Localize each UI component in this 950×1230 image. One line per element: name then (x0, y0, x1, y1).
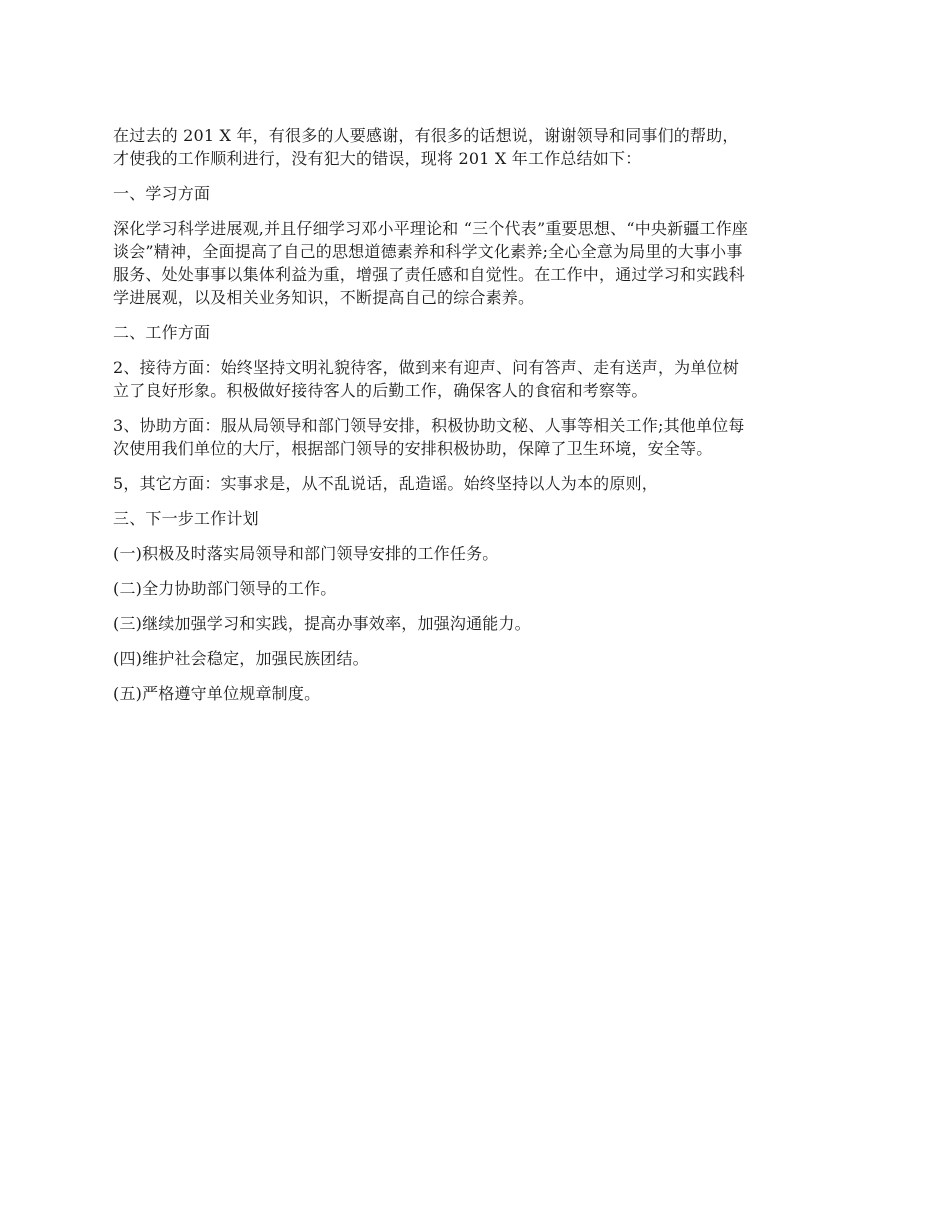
work-item-line: 3、协助方面：服从局领导和部门领导安排，积极协助文秘、人事等相关工作;其他单位每 (113, 416, 745, 435)
plan-item: (一)积极及时落实局领导和部门领导安排的工作任务。 (113, 544, 499, 563)
plan-item: (五)严格遵守单位规章制度。 (113, 684, 321, 703)
section-heading-plan: 三、下一步工作计划 (113, 509, 259, 528)
study-line: 深化学习科学进展观,并且仔细学习邓小平理论和 “三个代表”重要思想、“中央新疆工作座 (113, 219, 749, 238)
plan-item: (二)全力协助部门领导的工作。 (113, 579, 337, 598)
plan-item: (四)维护社会稳定，加强民族团结。 (113, 649, 369, 668)
study-line: 服务、处处事事以集体利益为重，增强了责任感和自觉性。在工作中，通过学习和实践科 (113, 265, 745, 284)
work-item-assist (113, 414, 839, 460)
study-line: 谈会”精神，全面提高了自己的思想道德素养和科学文化素养;全心全意为局里的大事小事 (113, 242, 743, 261)
work-item-line: 2、接待方面：始终坚持文明礼貌待客，做到来有迎声、问有答声、走有送声，为单位树 (113, 358, 739, 377)
work-item-line: 立了良好形象。积极做好接待客人的后勤工作，确保客人的食宿和考察等。 (113, 381, 648, 400)
section-heading-study: 一、学习方面 (113, 184, 211, 203)
intro-line: 才使我的工作顺利进行，没有犯大的错误，现将 201 X 年工作总结如下： (113, 149, 642, 168)
work-item-line: 次使用我们单位的大厅，根据部门领导的安排积极协助，保障了卫生环境，安全等。 (113, 439, 713, 458)
document-body (113, 124, 839, 717)
intro-paragraph (113, 124, 839, 170)
study-line: 学进展观，以及相关业务知识，不断提高自己的综合素养。 (113, 288, 535, 307)
work-item-reception (113, 356, 839, 402)
intro-line: 在过去的 201 X 年，有很多的人要感谢，有很多的话想说，谢谢领导和同事们的帮助， (113, 126, 739, 145)
study-paragraph (113, 217, 839, 309)
section-heading-work: 二、工作方面 (113, 323, 211, 342)
plan-item: (三)继续加强学习和实践，提高办事效率，加强沟通能力。 (113, 614, 531, 633)
work-item-other: 5，其它方面：实事求是，从不乱说话，乱造谣。始终坚持以人为本的原则， (113, 474, 658, 493)
